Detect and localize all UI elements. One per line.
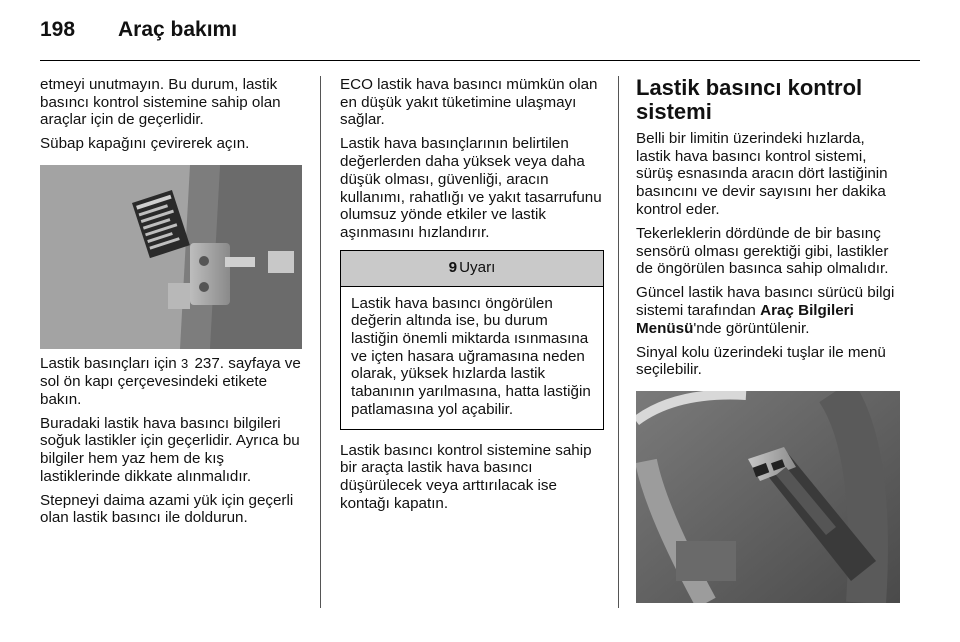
paragraph [636,284,902,337]
paragraph: Tekerleklerin dördünde de bir basınç sensörü olması gerektiği gibi, lastikler de öngörülen basınca sahip olmalıdır. [636,224,889,278]
warning-box [340,250,604,430]
text: Güncel lastik hava basıncı sürücü bilgi sistemi tarafından [636,284,895,319]
paragraph: Lastik basıncı kontrol sistemine sahip bir araçta lastik hava basıncı düşürülecek veya arttırılacak ise kontağı kapatın. [340,441,592,512]
column-middle [340,76,604,519]
page-number: 198 [40,18,76,41]
page-header [40,18,920,54]
header-rule [40,60,920,61]
page-title: Araç bakımı [118,18,238,41]
column-left [40,76,302,533]
turn-signal-lever-illustration [636,391,900,603]
column-right [636,76,902,603]
turn-signal-lever-photo [636,391,900,603]
paragraph: Sübap kapağını çevirerek açın. [40,135,250,153]
page-reference-icon: 3 [180,356,189,372]
door-frame-label-photo [40,165,302,349]
paragraph [40,355,302,408]
warning-header [341,251,603,287]
warning-triangle-icon: 9 [448,259,458,277]
door-frame-illustration [40,165,302,349]
warning-title: Uyarı [459,259,496,277]
text: 'nde görüntülenir. [693,319,810,337]
text: Lastik basınçları için [40,355,177,373]
paragraph: Stepneyi daima azami yük için geçerli olan lastik basıncı ile doldurun. [40,491,294,527]
paragraph: Belli bir limitin üzerindeki hızlarda, lastik hava basıncı kontrol sistemi, sürüş esnasında aracın dört lastiğinin basıncını ve devir sayısını her dakika kontrol eder. [636,130,888,218]
menu-name: Araç Bilgileri Menüsü [636,301,854,337]
paragraph: Buradaki lastik hava basıncı bilgileri soğuk lastikler için geçerlidir. Ayrıca bu bilgiler hem yaz hem de kış lastiklerinde dikkate alınmalıdır. [40,414,300,485]
column-divider [320,76,321,608]
paragraph: Sinyal kolu üzerindeki tuşlar ile menü seçilebilir. [636,343,886,379]
column-divider [618,76,619,608]
paragraph: Lastik hava basınçlarının belirtilen değerlerden daha yüksek veya daha düşük olması, güvenliği, aracın kullanımı, rahatlığı ve yakıt tasarrufunu olumsuz yönde etkiler ve lastik aşınmasını hızlandırır. [340,135,602,241]
paragraph: ECO lastik hava basıncı mümkün olan en düşük yakıt tüketimine ulaşmayı sağlar. [340,76,598,129]
text: 237. sayfaya ve sol ön kapı çerçevesindeki etikete bakın. [40,355,301,408]
paragraph: etmeyi unutmayın. Bu durum, lastik basıncı kontrol sistemine sahip olan araçlar için de geçerlidir. [40,76,281,129]
warning-body: Lastik hava basıncı öngörülen değerin altında ise, bu durum lastiğin önemli miktarda ısınmasına ve içten hasara uğramasına neden olarak, yüksek hızlarda lastik tabanının yarılmasına, hatta lastiğin patlamasına yol açabilir. [351,294,591,418]
section-title: Lastik basıncı kontrol sistemi [636,75,863,124]
